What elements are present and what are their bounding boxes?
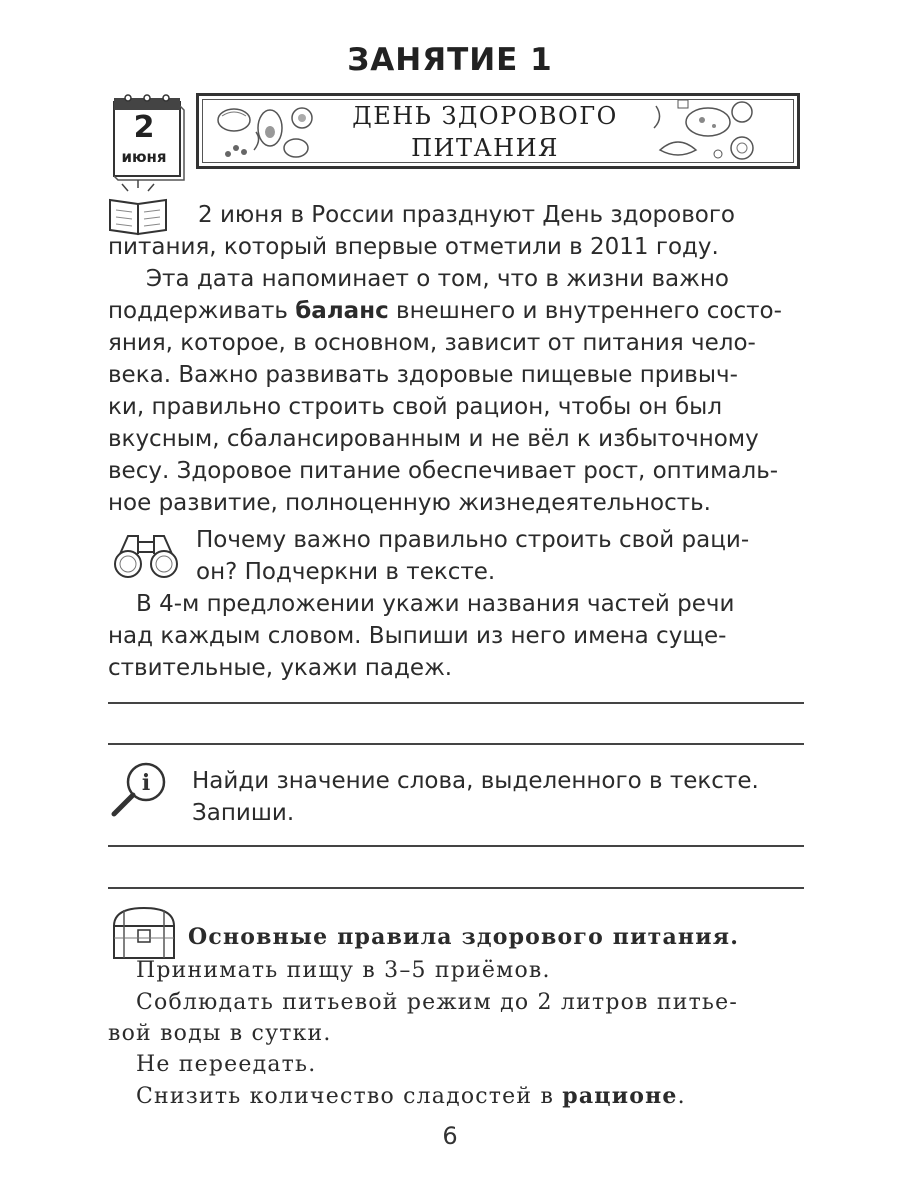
task1-line-2: он? Подчеркни в тексте. xyxy=(196,559,496,585)
reading-line-2: питания, который впервые отметили в 2011 году. xyxy=(108,234,719,260)
answer-line[interactable] xyxy=(108,845,804,847)
answer-line[interactable] xyxy=(108,887,804,889)
task1-line-1: Почему важно правильно строить свой раци- xyxy=(196,527,750,553)
calendar-day: 2 xyxy=(133,110,155,145)
task1-line-3: В 4-м предложении укажи названия частей речи xyxy=(136,591,735,617)
binoculars-icon xyxy=(110,530,182,580)
reading-p2-line-3: яния, которое, в основном, зависит от питания чело- xyxy=(108,330,756,356)
magnifier-info-icon xyxy=(108,758,174,820)
banner-title xyxy=(320,100,650,164)
calendar-month: июня xyxy=(121,148,167,166)
food-illustration xyxy=(648,98,758,166)
reading-p2-line-1: Эта дата напоминает о том, что в жизни важно xyxy=(146,266,729,292)
reading-p2-line-4: века. Важно развивать здоровые пищевые привыч- xyxy=(108,362,738,388)
answer-line[interactable] xyxy=(108,743,804,745)
rule-3: Не переедать. xyxy=(136,1052,317,1077)
task1-line-5: ствительные, укажи падеж. xyxy=(108,655,453,681)
task2-line-2: Запиши. xyxy=(192,800,295,826)
page-number: 6 xyxy=(442,1122,458,1150)
treasure-chest-icon xyxy=(108,904,180,962)
rule-1: Принимать пищу в 3–5 приёмов. xyxy=(136,958,551,983)
banner-title-line-1: ДЕНЬ ЗДОРОВОГО xyxy=(352,102,618,130)
rule-2-line-1: Соблюдать питьевой режим до 2 литров питье- xyxy=(136,990,738,1015)
reading-p2-line-2: поддерживать баланс внешнего и внутреннего состо- xyxy=(108,298,782,324)
open-book-icon xyxy=(108,180,178,236)
reading-p2-line-8: ное развитие, полноценную жизнедеятельность. xyxy=(108,490,711,516)
rule-4: Снизить количество сладостей в рационе. xyxy=(136,1083,686,1109)
rule-2-line-2: вой воды в сутки. xyxy=(108,1021,332,1046)
answer-line[interactable] xyxy=(108,702,804,704)
reading-p2-line-7: весу. Здоровое питание обеспечивает рост, оптималь- xyxy=(108,458,779,484)
rules-heading: Основные правила здорового питания. xyxy=(188,924,740,950)
highlighted-word: баланс xyxy=(295,298,389,324)
task1-line-4: над каждым словом. Выпиши из него имена суще- xyxy=(108,623,727,649)
reading-line-1: 2 июня в России празднуют День здорового xyxy=(198,202,736,228)
reading-p2-line-5: ки, правильно строить свой рацион, чтобы он был xyxy=(108,394,723,420)
lesson-title: ЗАНЯТИЕ 1 xyxy=(347,42,553,78)
task2-line-1: Найди значение слова, выделенного в тексте. xyxy=(192,768,759,794)
calendar-date xyxy=(108,92,184,178)
vegetables-illustration xyxy=(214,100,324,164)
svg-text:i: i xyxy=(141,770,151,796)
highlighted-word: рационе xyxy=(562,1083,678,1109)
banner-title-line-2: ПИТАНИЯ xyxy=(411,134,559,162)
reading-p2-line-6: вкусным, сбалансированным и не вёл к избыточному xyxy=(108,426,759,452)
